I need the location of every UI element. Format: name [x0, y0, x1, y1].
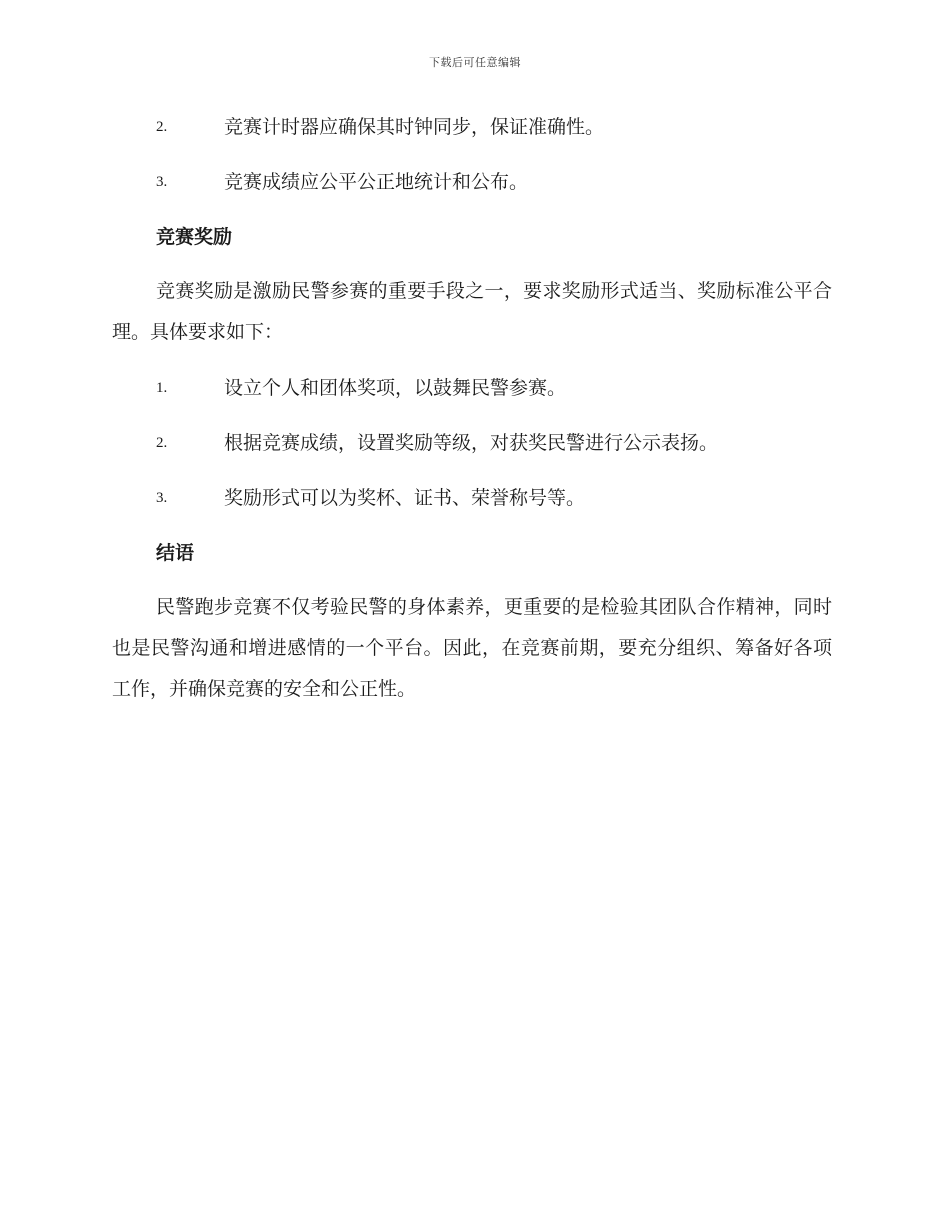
- page-header: 下载后可任意编辑: [429, 56, 521, 69]
- conclusion-paragraph: 民警跑步竞赛不仅考验民警的身体素养，更重要的是检验其团队合作精神，同时也是民警沟通和增进感情的一个平台。因此，在竞赛前期，要充分组织、筹备好各项工作，并确保竞赛的安全和公正性。: [112, 596, 832, 700]
- list-number: 3.: [156, 490, 168, 506]
- section-heading-awards: 竞赛奖励: [156, 226, 233, 248]
- list-text: 竞赛计时器应确保其时钟同步，保证准确性。: [224, 116, 605, 138]
- list-number: 2.: [156, 119, 168, 135]
- section-heading-conclusion: 结语: [156, 542, 195, 564]
- list-number: 1.: [156, 380, 168, 396]
- list-text: 竞赛成绩应公平公正地统计和公布。: [224, 171, 529, 193]
- list-text: 根据竞赛成绩，设置奖励等级，对获奖民警进行公示表扬。: [224, 432, 719, 454]
- awards-paragraph: 竞赛奖励是激励民警参赛的重要手段之一，要求奖励形式适当、奖励标准公平合理。具体要求如下：: [112, 280, 832, 343]
- list-number: 2.: [156, 435, 168, 451]
- list-text: 奖励形式可以为奖杯、证书、荣誉称号等。: [224, 487, 586, 509]
- list-text: 设立个人和团体奖项，以鼓舞民警参赛。: [224, 377, 567, 399]
- list-number: 3.: [156, 174, 168, 190]
